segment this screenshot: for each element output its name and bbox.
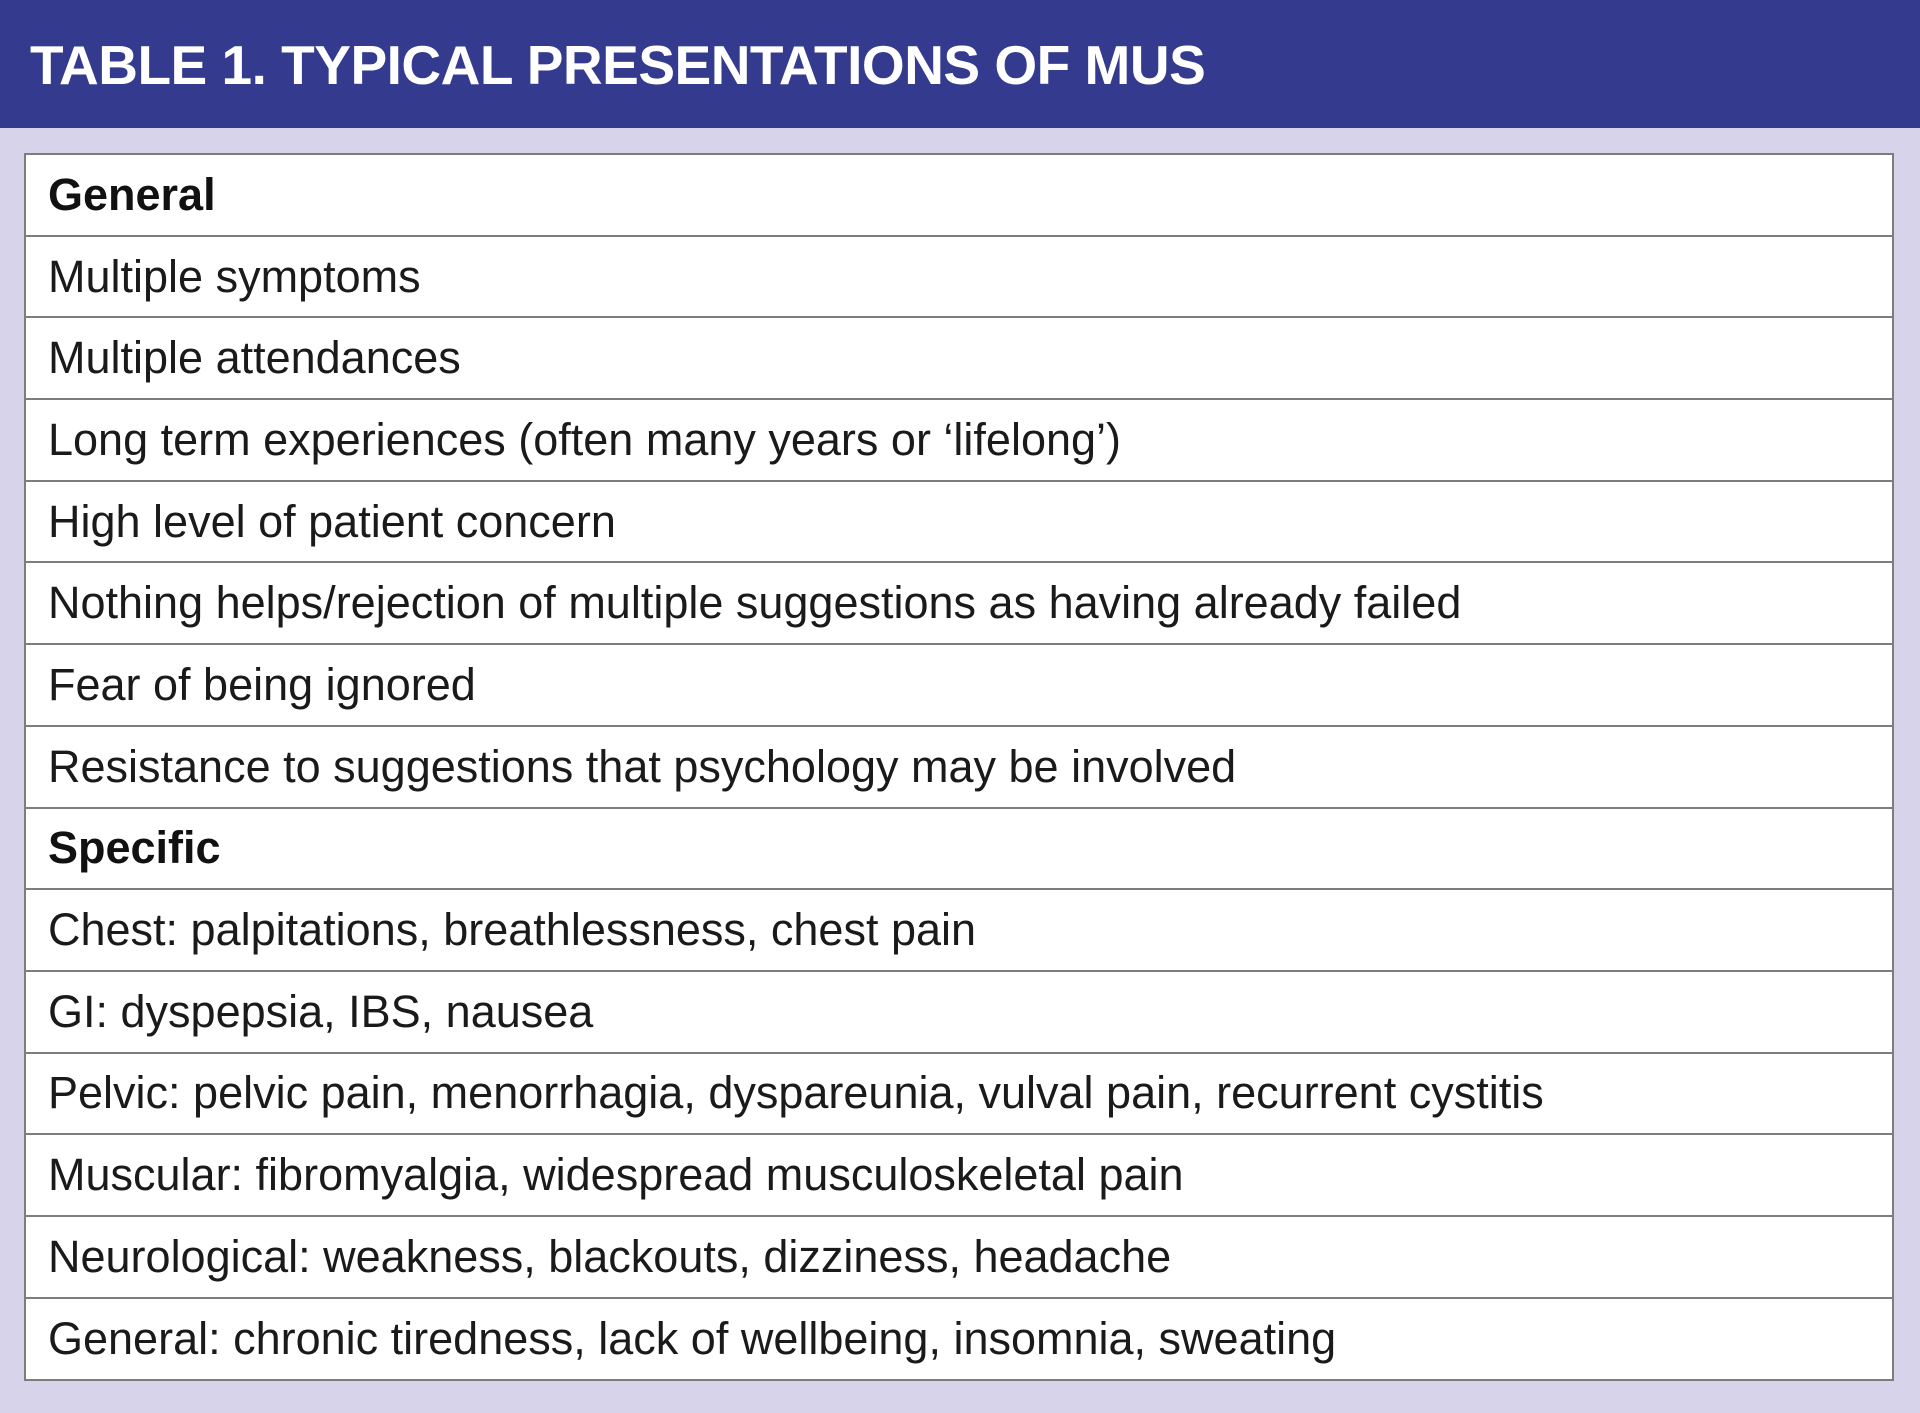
section-heading-general: General bbox=[26, 155, 1892, 237]
section-heading-specific: Specific bbox=[26, 809, 1892, 891]
table-header-bar bbox=[0, 0, 1920, 128]
table-row: Muscular: fibromyalgia, widespread musculoskeletal pain bbox=[26, 1135, 1892, 1217]
table-row: Nothing helps/rejection of multiple suggestions as having already failed bbox=[26, 563, 1892, 645]
presentations-table bbox=[24, 153, 1894, 1381]
table-row: Resistance to suggestions that psychology may be involved bbox=[26, 727, 1892, 809]
table-row: Pelvic: pelvic pain, menorrhagia, dyspareunia, vulval pain, recurrent cystitis bbox=[26, 1054, 1892, 1136]
table-row: General: chronic tiredness, lack of wellbeing, insomnia, sweating bbox=[48, 1313, 1337, 1365]
table-row: Multiple symptoms bbox=[26, 237, 1892, 319]
table-row: GI: dyspepsia, IBS, nausea bbox=[26, 972, 1892, 1054]
table-row: Fear of being ignored bbox=[26, 645, 1892, 727]
table-row: Chest: palpitations, breathlessness, chest pain bbox=[26, 890, 1892, 972]
table-row: Multiple attendances bbox=[26, 318, 1892, 400]
table-row: Neurological: weakness, blackouts, dizziness, headache bbox=[26, 1217, 1892, 1299]
table-row: High level of patient concern bbox=[26, 482, 1892, 564]
table-title: TABLE 1. TYPICAL PRESENTATIONS OF MUS bbox=[30, 34, 1206, 96]
table-row: Long term experiences (often many years or ‘lifelong’) bbox=[26, 400, 1892, 482]
